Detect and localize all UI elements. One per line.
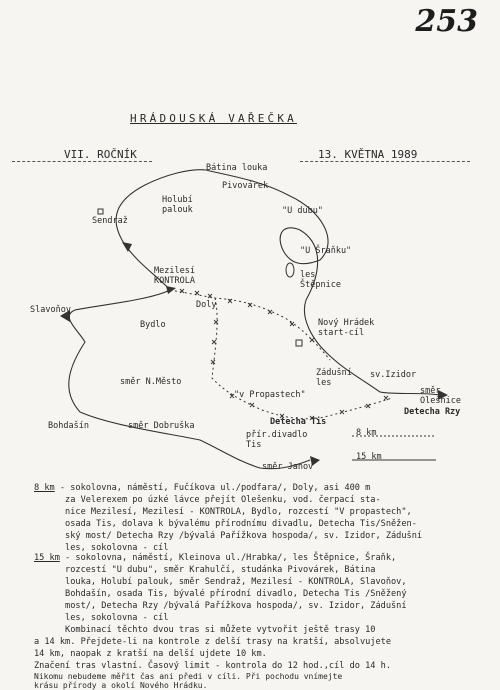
page-number: 253	[415, 4, 478, 39]
label-u-sranku: "U Šraňku"	[300, 246, 352, 256]
label-detecha-rzy: Detecha Rzy	[404, 407, 461, 417]
stepnice-marker	[286, 263, 294, 277]
route-8km-text: - sokolovna, náměstí, Fučíkova ul./podfara/, Doly, asi 400 m za Velerexem po úzké lávce přejít Olešenku, vod. čerpací sta- nice Mezilesí, Mezilesí - KONTROLA, Bydlo, rozcestí "V propastech", osada Tis, dolava k bývalému přírodnímu divadlu, Detecha Tis/Sněžen- ský most/ Detecha Rzy /bývalá Pařížkova hospoda/, sv. Izidor, Zádušní les, sokolovna - cíl	[59, 483, 423, 553]
start-finish-marker	[296, 340, 302, 346]
sendraz-marker	[98, 209, 103, 214]
label-bohdasin: Bohdašín	[48, 421, 89, 431]
label-smer-janov: směr Janov	[262, 462, 314, 472]
combination-note: Kombinací těchto dvou tras si můžete vytvořit ještě trasy 10 a 14 km. Přejdete-li na kontrole z delší trasy na kratší, absolvujete 14 km, naopak z kratší na delší ujdete 10 km.	[34, 625, 391, 659]
label-batina-louka: Bátina louka	[206, 163, 268, 173]
label-zadusni-les: Zádušní les	[316, 368, 352, 388]
marking-note: Značení tras vlastní. Časový limit - kontrola do 12 hod.,cíl do 14 h.	[34, 661, 391, 671]
label-novy-hradek: Nový Hrádek start-cíl	[318, 318, 375, 338]
label-sv-izidor: sv.Izidor	[370, 370, 417, 380]
event-date: 13. KVĚTNA 1989	[318, 148, 418, 161]
label-detecha-tis: Detecha Tis	[270, 417, 327, 427]
route-15km-distance: 15 km	[34, 553, 60, 563]
label-smer-nmesto: směr N.Město	[120, 377, 182, 387]
label-smer-dobruska: směr Dobruška	[128, 421, 195, 431]
route-8km-distance: 8 km	[34, 483, 55, 493]
closing-note: Nikomu nebudeme měřit čas ani předi v cíli. Při pochodu vnímejte krásu přírody a okolí Nového Hrádku.	[34, 672, 343, 690]
route-15km-line	[69, 170, 440, 469]
volume-label: VII. ROČNÍK	[64, 148, 137, 161]
label-les-stepnice: les Štěpnice	[300, 270, 341, 290]
legend-15km-label: 15 km	[356, 452, 382, 462]
label-mezilesi-kontrola: Mezilesí KONTROLA	[154, 266, 195, 286]
label-holubi-palouk: Holubí palouk	[162, 195, 193, 215]
label-bydlo: Bydlo	[140, 320, 166, 330]
label-doly: Doly	[196, 300, 217, 310]
route-15km-text: - sokolovna, náměstí, Kleinova ul./Hrabka/, les Štěpnice, Šraňk, rozcestí "U dubu", směr Krahulčí, studánka Pivovárek, Bátina louka, Holubí palouk, směr Sendraž, Mezilesí - KONTROLA, Slavoňov, Bohdašín, osada Tis, bývalé přírodní divadlo, Detecha Tis /Sněžený most/, Detecha Rzy /bývalá Pařížkova hospoda/, sv. Izidor, Zádušní les, sokolovna - cíl	[65, 553, 407, 623]
label-smer-olesnice: směr Olešnice	[420, 386, 461, 406]
label-pivovarek: Pivovárek	[222, 181, 269, 191]
label-u-dubu: "U dubu"	[282, 206, 323, 216]
legend-8km-label: 8 km	[356, 428, 377, 438]
label-v-propastech: "v Propastech"	[234, 390, 306, 400]
label-prir-divadlo: přír.divadlo Tis	[246, 430, 308, 450]
route-8km-description	[34, 482, 474, 554]
route-15km-description	[34, 552, 474, 624]
document-title: HRÁDOUSKÁ VAŘEČKA	[130, 112, 297, 125]
label-slavonov: Slavoňov	[30, 305, 71, 315]
label-sendraz: Sendraž	[92, 216, 128, 226]
